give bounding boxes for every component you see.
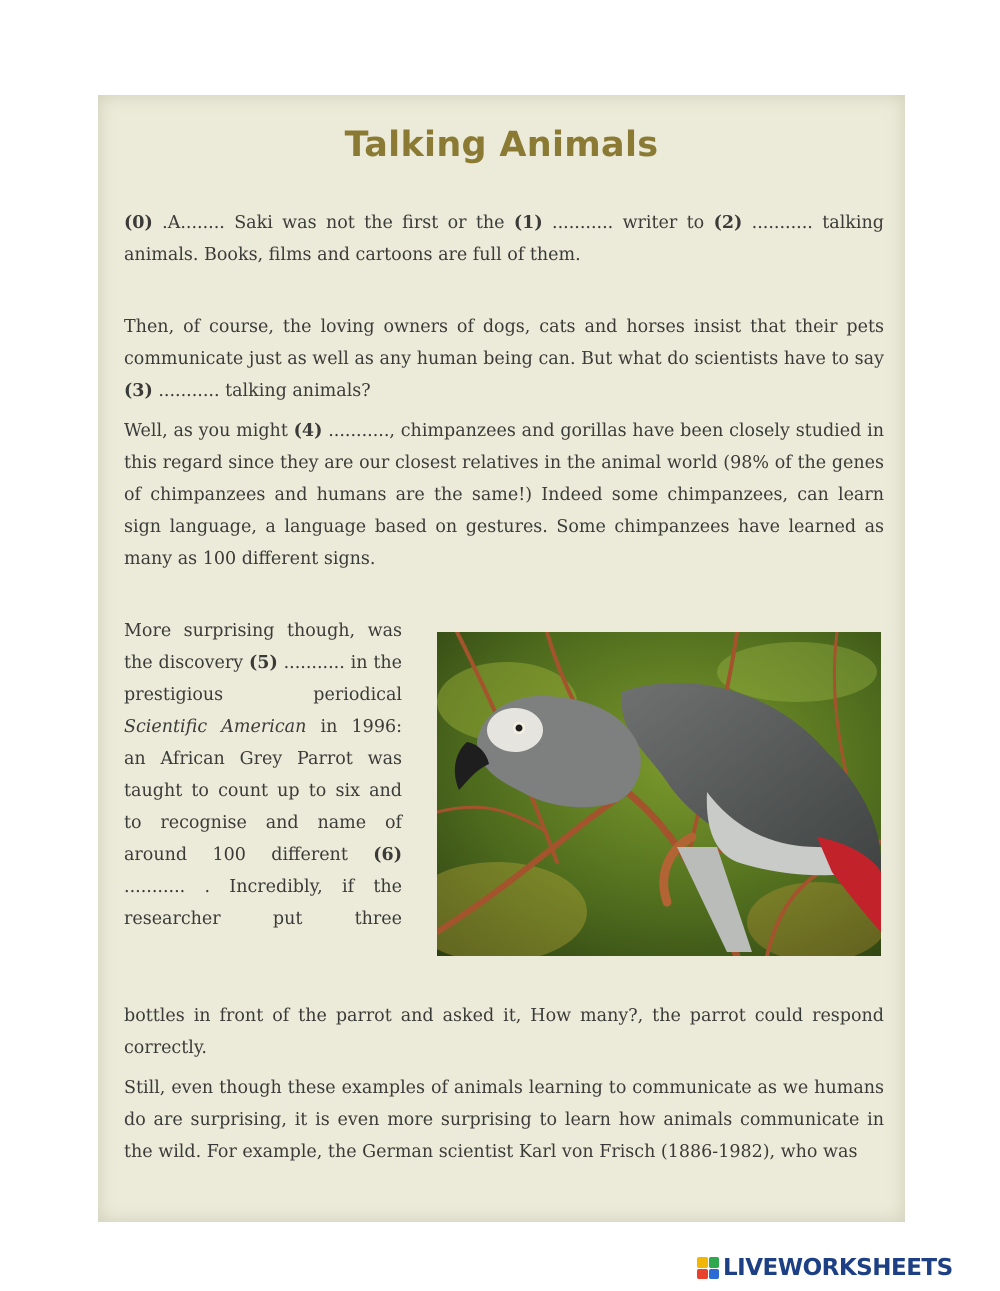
logo-square-yellow (697, 1257, 708, 1268)
paragraph-1-text-b: ........... writer to (542, 213, 714, 233)
gap-number-6: (6) (373, 845, 402, 865)
paragraph-5: bottles in front of the parrot and asked it, How many?, the parrot could respond correctly. (124, 1006, 884, 1058)
logo-square-green (709, 1257, 720, 1268)
paragraph-4 (124, 615, 402, 935)
paragraph-1 (124, 207, 884, 271)
paragraph-4-text-d: ........... . Incredibly, if the researcher put three (124, 877, 402, 929)
gap-number-2: (2) (713, 213, 743, 233)
gap-number-5: (5) (248, 653, 278, 673)
periodical-title: Scientific American (124, 717, 307, 737)
gap-number-1: (1) (513, 213, 543, 233)
page-title: Talking Animals (344, 125, 659, 165)
gap-number-0: (0) (124, 213, 153, 233)
parrot-photo (437, 632, 881, 956)
gap-number-4: (4) (293, 421, 323, 441)
logo-square-red (697, 1269, 708, 1280)
logo-text: LIVEWORKSHEETS (723, 1255, 953, 1281)
paragraph-4-text-c: in 1996: an African Grey Parrot was taught to count up to six and to recognise and name of around 100 different (124, 717, 402, 865)
paragraph-3 (124, 415, 884, 575)
paragraph-3-text-b: ..........., chimpanzees and gorillas have been closely studied in this regard since they are our closest relatives in the animal world (98% of the genes of chimpanzees and humans are the same!) Indeed some chimpanzees, can learn sign language, a language based on gestures. Some chimpanzees have learned as many as 100 different signs. (124, 421, 884, 569)
logo-square-blue (709, 1269, 720, 1280)
paragraph-2-text-a: Then, of course, the loving owners of dogs, cats and horses insist that their pets communicate just as well as any human being can. But what do scientists have to say (124, 317, 884, 369)
paragraph-4-text-b: ........... in the prestigious periodical (124, 653, 403, 705)
paragraph-3-text-a: Well, as you might (124, 421, 294, 441)
parrot-illustration (437, 632, 881, 956)
worksheet-page (98, 95, 905, 1222)
paragraph-6: Still, even though these examples of animals learning to communicate as we humans do are surprising, it is even more surprising to learn how animals communicate in the wild. For example, the German scientist Karl von Frisch (1886-1982), who was (124, 1078, 884, 1162)
paragraph-2-text-b: ........... talking animals? (152, 381, 371, 401)
logo-squares-icon (697, 1257, 719, 1279)
gap-number-3: (3) (124, 381, 153, 401)
paragraph-1-text-a: .A........ Saki was not the first or the (162, 213, 514, 233)
liveworksheets-logo (697, 1253, 953, 1283)
paragraph-1-text-c: ........... talking animals. Books, films and cartoons are full of them. (124, 213, 884, 265)
paragraph-2 (124, 311, 884, 407)
paragraph-4-text-a: More surprising though, was the discovery (124, 621, 402, 673)
